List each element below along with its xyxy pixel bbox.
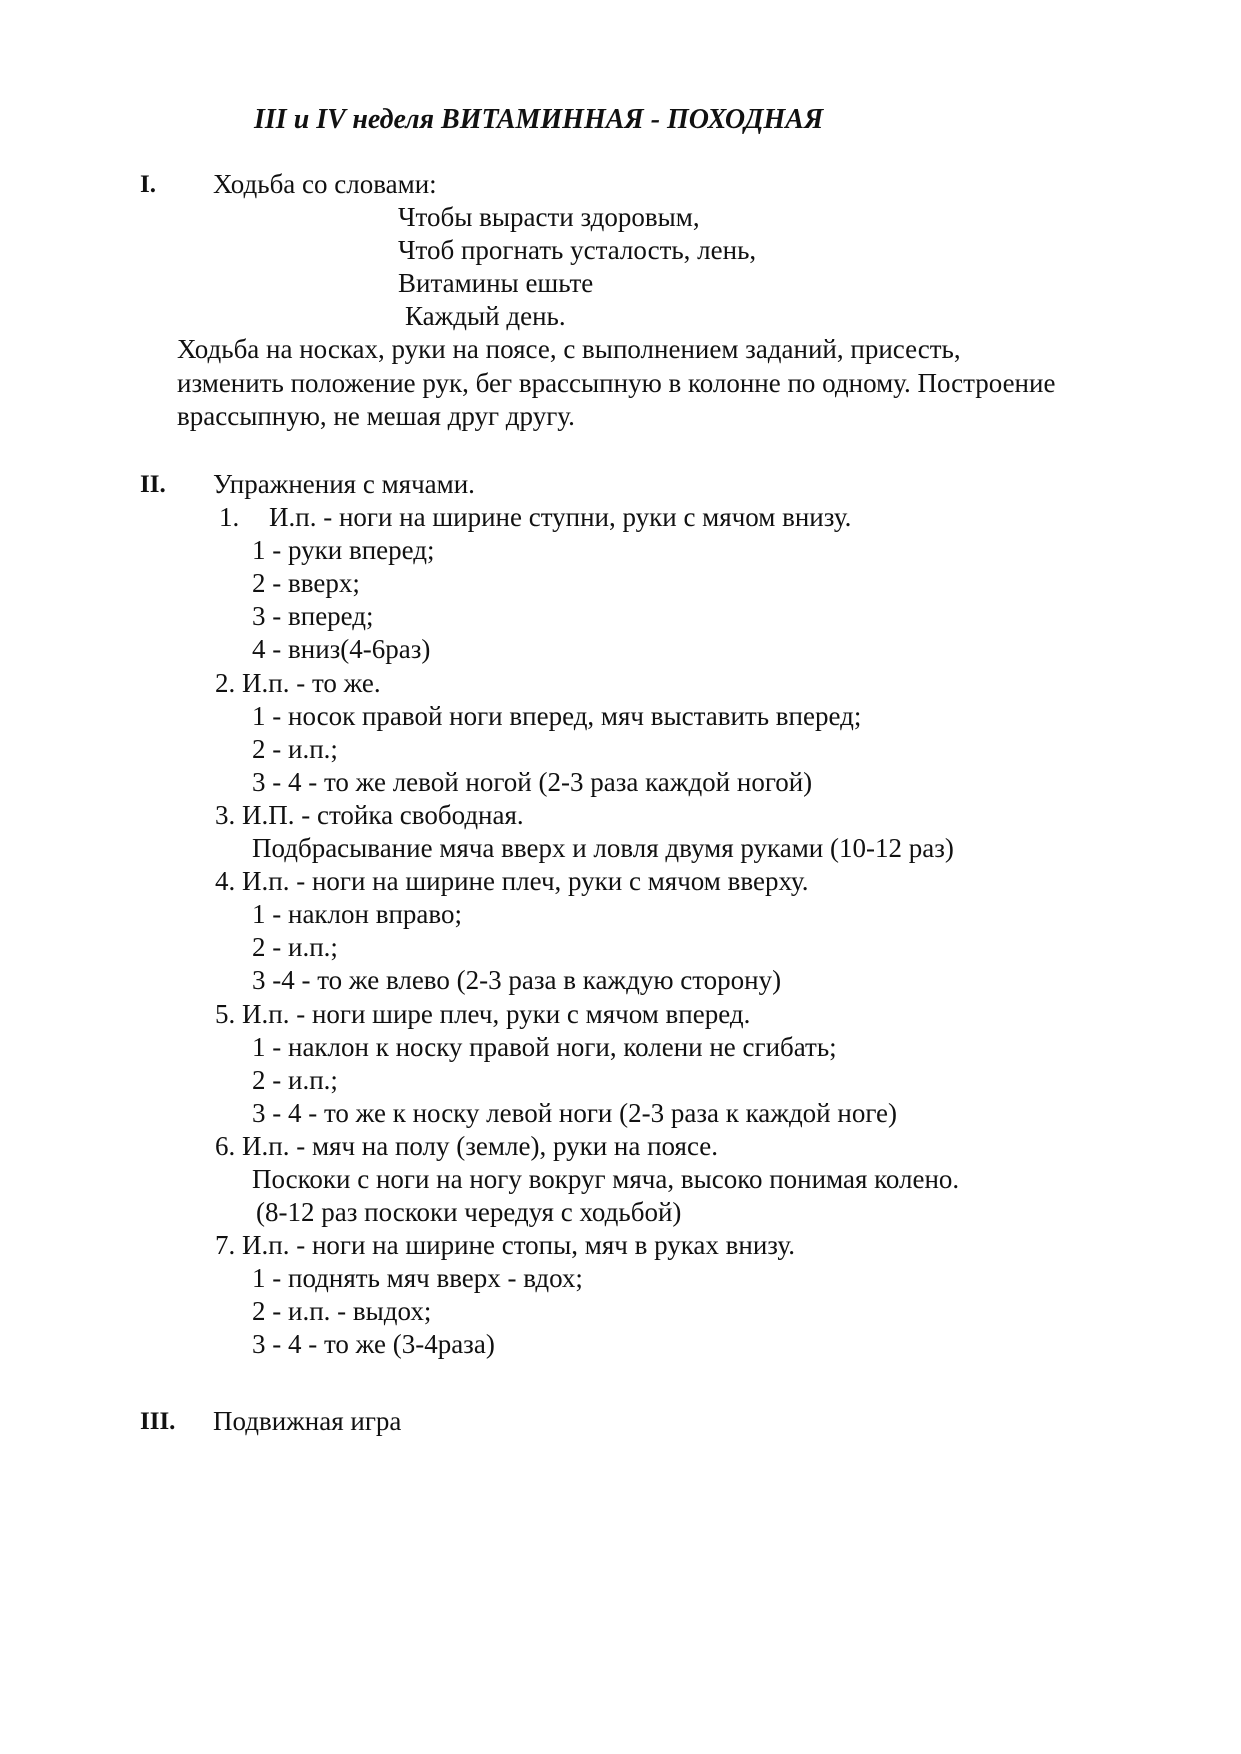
exercise-6-heading: 6. И.п. - мяч на полу (земле), руки на поясе.	[215, 1131, 718, 1161]
exercise-step: 1 - руки вперед;	[252, 535, 435, 565]
paragraph-line: врассыпную, не мешая друг другу.	[177, 401, 575, 431]
exercise-step: 1 - носок правой ноги вперед, мяч выставить вперед;	[252, 701, 862, 731]
exercise-3-heading: 3. И.П. - стойка свободная.	[215, 800, 524, 830]
exercise-step: Подбрасывание мяча вверх и ловля двумя руками (10-12 раз)	[252, 833, 954, 863]
exercise-step: 1 - наклон вправо;	[252, 899, 462, 929]
exercise-step: 2 - и.п. - выдох;	[252, 1296, 432, 1326]
paragraph-line: Ходьба на носках, руки на поясе, с выполнением заданий, присесть,	[177, 334, 961, 364]
paragraph-line: изменить положение рук, бег врассыпную в колонне по одному. Построение	[177, 368, 1056, 398]
section-2-heading: Упражнения с мячами.	[213, 469, 475, 499]
section-3-heading: Подвижная игра	[213, 1406, 402, 1436]
exercise-2-heading: 2. И.п. - то же.	[215, 668, 381, 698]
exercise-7-heading: 7. И.п. - ноги на ширине стопы, мяч в руках внизу.	[215, 1230, 795, 1260]
poem-line: Чтобы вырасти здоровым,	[398, 202, 700, 232]
exercise-1-heading: И.п. - ноги на ширине ступни, руки с мячом внизу.	[269, 502, 852, 532]
exercise-4-heading: 4. И.п. - ноги на ширине плеч, руки с мячом вверху.	[215, 866, 809, 896]
page-title: III и IV неделя ВИТАМИННАЯ - ПОХОДНАЯ	[254, 104, 824, 135]
exercise-step: (8-12 раз поскоки чередуя с ходьбой)	[256, 1197, 682, 1227]
exercise-step: 2 - вверх;	[252, 568, 360, 598]
exercise-step: 3 - 4 - то же к носку левой ноги (2-3 раза к каждой ноге)	[252, 1098, 898, 1128]
poem-line: Витамины ешьте	[398, 268, 594, 298]
section-3-numeral: III.	[140, 1408, 176, 1435]
exercise-step: 3 - 4 - то же (3-4раза)	[252, 1329, 495, 1359]
exercise-1-number: 1.	[219, 502, 240, 532]
section-1-heading: Ходьба со словами:	[213, 169, 437, 199]
exercise-5-heading: 5. И.п. - ноги шире плеч, руки с мячом вперед.	[215, 999, 751, 1029]
exercise-step: 3 -4 - то же влево (2-3 раза в каждую сторону)	[252, 965, 782, 995]
exercise-step: 2 - и.п.;	[252, 932, 338, 962]
section-2-numeral: II.	[140, 471, 166, 498]
exercise-step: 3 - 4 - то же левой ногой (2-3 раза каждой ногой)	[252, 767, 813, 797]
exercise-step: 1 - поднять мяч вверх - вдох;	[252, 1263, 583, 1293]
exercise-step: 3 - вперед;	[252, 601, 374, 631]
section-1-numeral: I.	[140, 171, 156, 198]
exercise-step: Поскоки с ноги на ногу вокруг мяча, высоко понимая колено.	[252, 1164, 960, 1194]
exercise-step: 2 - и.п.;	[252, 734, 338, 764]
exercise-step: 4 - вниз(4-6раз)	[252, 634, 431, 664]
exercise-step: 1 - наклон к носку правой ноги, колени не сгибать;	[252, 1032, 837, 1062]
exercise-step: 2 - и.п.;	[252, 1065, 338, 1095]
poem-line: Чтоб прогнать усталость, лень,	[398, 235, 757, 265]
poem-line: Каждый день.	[405, 301, 566, 331]
